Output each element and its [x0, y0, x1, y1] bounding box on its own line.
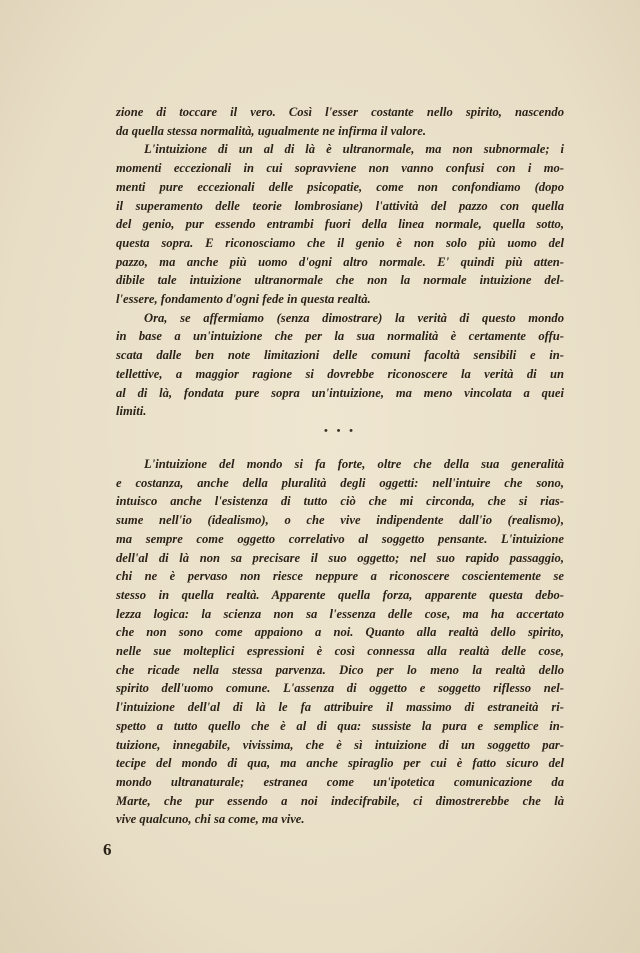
text-line: e costanza, anche della pluralità degli oggetti: nell'intuire che sono,	[116, 475, 564, 490]
text-line: tecipe del mondo di qua, ma anche spiraglio per cui è fatto sicuro del	[116, 756, 564, 771]
text-line: vive qualcuno, chi sa come, ma vive.	[116, 812, 305, 827]
text-line: momenti eccezionali in cui sopravviene non vanno confusi con i mo-	[116, 161, 564, 176]
page-number: 6	[103, 840, 112, 859]
text-line: Marte, che pur essendo a noi indecifrabile, ci dimostrerebbe che là	[116, 793, 564, 808]
text-line: L'intuizione del mondo si fa forte, oltre che della sua generalità	[144, 457, 564, 471]
text-line: in base a un'intuizione che per la sua normalità è certamente offu-	[116, 329, 564, 344]
text-line: ma sempre come oggetto correlativo al soggetto pensante. L'intuizione	[116, 531, 564, 546]
text-line: mondo ultranaturale; estranea come un'ipotetica comunicazione da	[116, 774, 564, 789]
text-line: che non sono come appaiono a noi. Quanto alla realtà dello spirito,	[116, 625, 564, 640]
text-line: che ricade nella stessa parvenza. Dico per lo meno la realtà dello	[116, 662, 564, 677]
text-line: spetto a tutto quello che è al di qua: sussiste la pura e semplice in-	[116, 718, 564, 733]
text-line: Ora, se affermiamo (senza dimostrare) la verità di questo mondo	[144, 310, 564, 325]
section-separator: • • •	[323, 425, 357, 437]
text-line: nelle sue molteplici espressioni è così connessa alla realtà delle cose,	[116, 644, 564, 659]
text-line: zione di toccare il vero. Così l'esser costante nello spirito, nascendo	[116, 105, 564, 119]
text-line: scata dalle ben note limitazioni delle comuni facoltà sensibili e in-	[116, 348, 564, 363]
paragraph-block-bottom	[116, 455, 564, 829]
text-line: L'intuizione di un al di là è ultranormale, ma non subnormale; i	[144, 142, 564, 157]
text-line: limiti.	[116, 404, 147, 419]
text-line: al di là, fondata pure sopra un'intuizione, ma meno vincolata a quei	[116, 385, 564, 400]
text-line: tellettive, a maggior ragione si dovrebbe riconoscere la verità di un	[116, 366, 564, 381]
text-line: l'intuizione dell'al di là le fa attribuire il massimo di estraneità ri-	[116, 700, 564, 715]
text-line: del genio, pur essendo entrambi fuori della linea normale, quella sotto,	[116, 217, 564, 232]
text-line: questa sopra. E riconosciamo che il genio è non solo più uomo del	[116, 235, 564, 250]
paragraph-block-top	[116, 103, 564, 421]
text-line: spirito dell'uomo comune. L'assenza di oggetto e soggetto riflesso nel-	[116, 681, 564, 696]
text-line: sume nell'io (idealismo), o che vive indipendente dall'io (realismo),	[116, 513, 564, 528]
text-line: lezza logica: la scienza non sa l'essenza delle cose, ma ha accertato	[116, 606, 564, 621]
text-line: menti pure eccezionali delle psicopatie, come non confondiamo (dopo	[116, 179, 564, 194]
text-line: dibile tale intuizione ultranormale che non la normale intuizione del-	[116, 273, 564, 288]
text-line: pazzo, ma anche più uomo d'ogni altro normale. E' quindi più atten-	[116, 254, 564, 269]
text-line: da quella stessa normalità, ugualmente ne infirma il valore.	[116, 123, 426, 138]
text-line: stesso in quella realtà. Apparente quella forza, apparente questa debo-	[116, 587, 564, 602]
text-line: tuizione, innegabile, vivissima, che è sì intuizione di un soggetto par-	[116, 737, 564, 752]
text-line: l'essere, fondamento d'ogni fede in questa realtà.	[116, 292, 371, 307]
text-line: intuisco anche l'esistenza di tutto ciò che mi circonda, che si rias-	[116, 494, 564, 509]
text-line: dell'al di là non sa precisare il suo oggetto; nel suo rapido passaggio,	[116, 550, 564, 565]
text-line: il superamento delle teorie lombrosiane) l'attività del pazzo con quella	[116, 198, 564, 213]
text-line: chi ne è pervaso non riesce neppure a riconoscere coscientemente se	[116, 569, 564, 584]
